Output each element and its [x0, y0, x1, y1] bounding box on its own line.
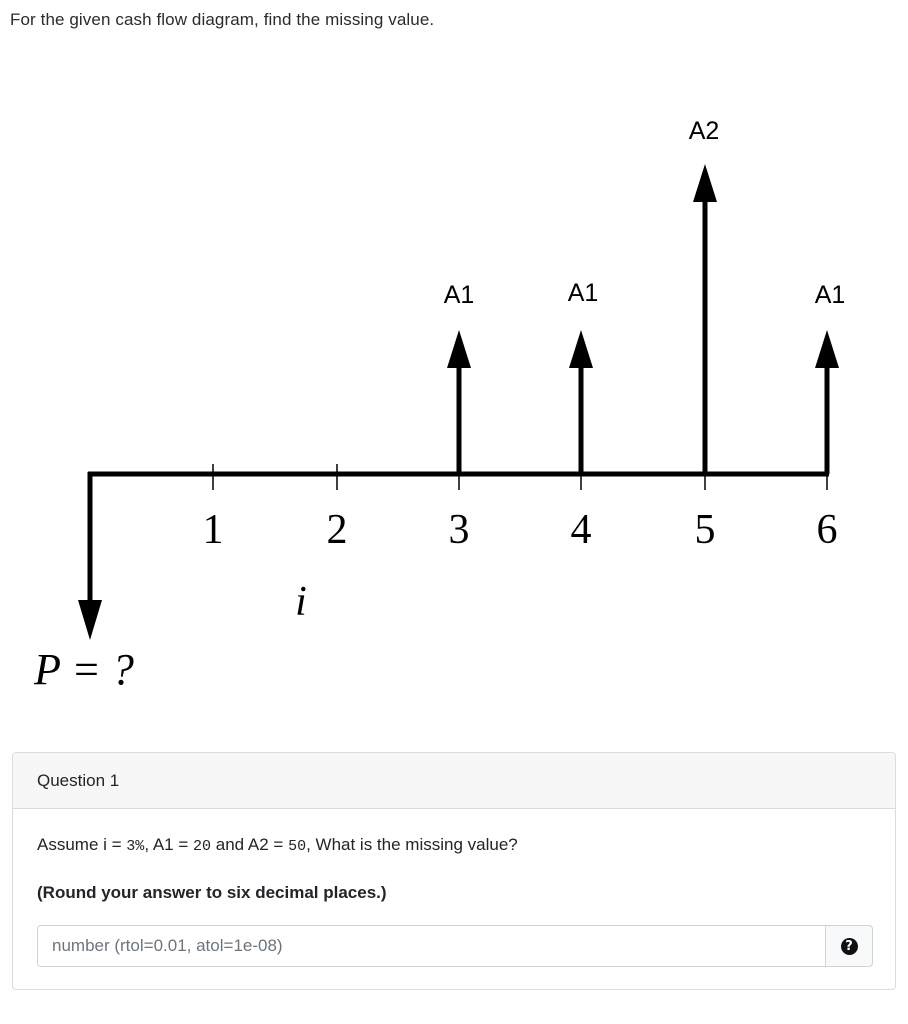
period-label-1: 1: [202, 507, 224, 553]
period-label-2: 2: [326, 507, 348, 553]
answer-input[interactable]: [37, 925, 825, 967]
arrowhead-a1-t4: [569, 330, 593, 368]
label-a1-t4: A1: [567, 279, 599, 307]
period-label-4: 4: [570, 507, 592, 553]
a2-value: 50: [288, 838, 307, 855]
arrowhead-a1-t6: [815, 330, 839, 368]
a1-value: 20: [193, 838, 212, 855]
arrowhead-a1-t3: [447, 330, 471, 368]
interest-rate-value: 3%: [126, 838, 145, 855]
present-value-arrowhead: [78, 600, 102, 640]
question-text: [37, 835, 518, 855]
period-label-6: 6: [816, 507, 838, 553]
rounding-note: (Round your answer to six decimal places.): [37, 883, 387, 902]
answer-input-group: [37, 925, 873, 967]
question-text-suffix: , What is the missing value?: [306, 835, 518, 854]
question-card: [12, 752, 896, 990]
question-header: Question 1: [13, 753, 895, 809]
period-label-5: 5: [694, 507, 716, 553]
label-a1-t3: A1: [443, 281, 475, 309]
label-a1-t6: A1: [814, 281, 846, 309]
help-icon: ?: [841, 938, 858, 955]
help-button[interactable]: [825, 925, 873, 967]
period-label-3: 3: [448, 507, 470, 553]
question-text-prefix: Assume i =: [37, 835, 127, 854]
interest-rate-symbol: i: [295, 579, 307, 625]
question-prompt: For the given cash flow diagram, find the missing value.: [10, 10, 435, 29]
label-a2-t5: A2: [688, 117, 720, 145]
question-text-mid1: , A1 =: [144, 835, 193, 854]
present-value-label: P = ?: [34, 645, 134, 694]
question-text-mid2: and A2 =: [211, 835, 289, 854]
arrowhead-a2-t5: [693, 164, 717, 202]
